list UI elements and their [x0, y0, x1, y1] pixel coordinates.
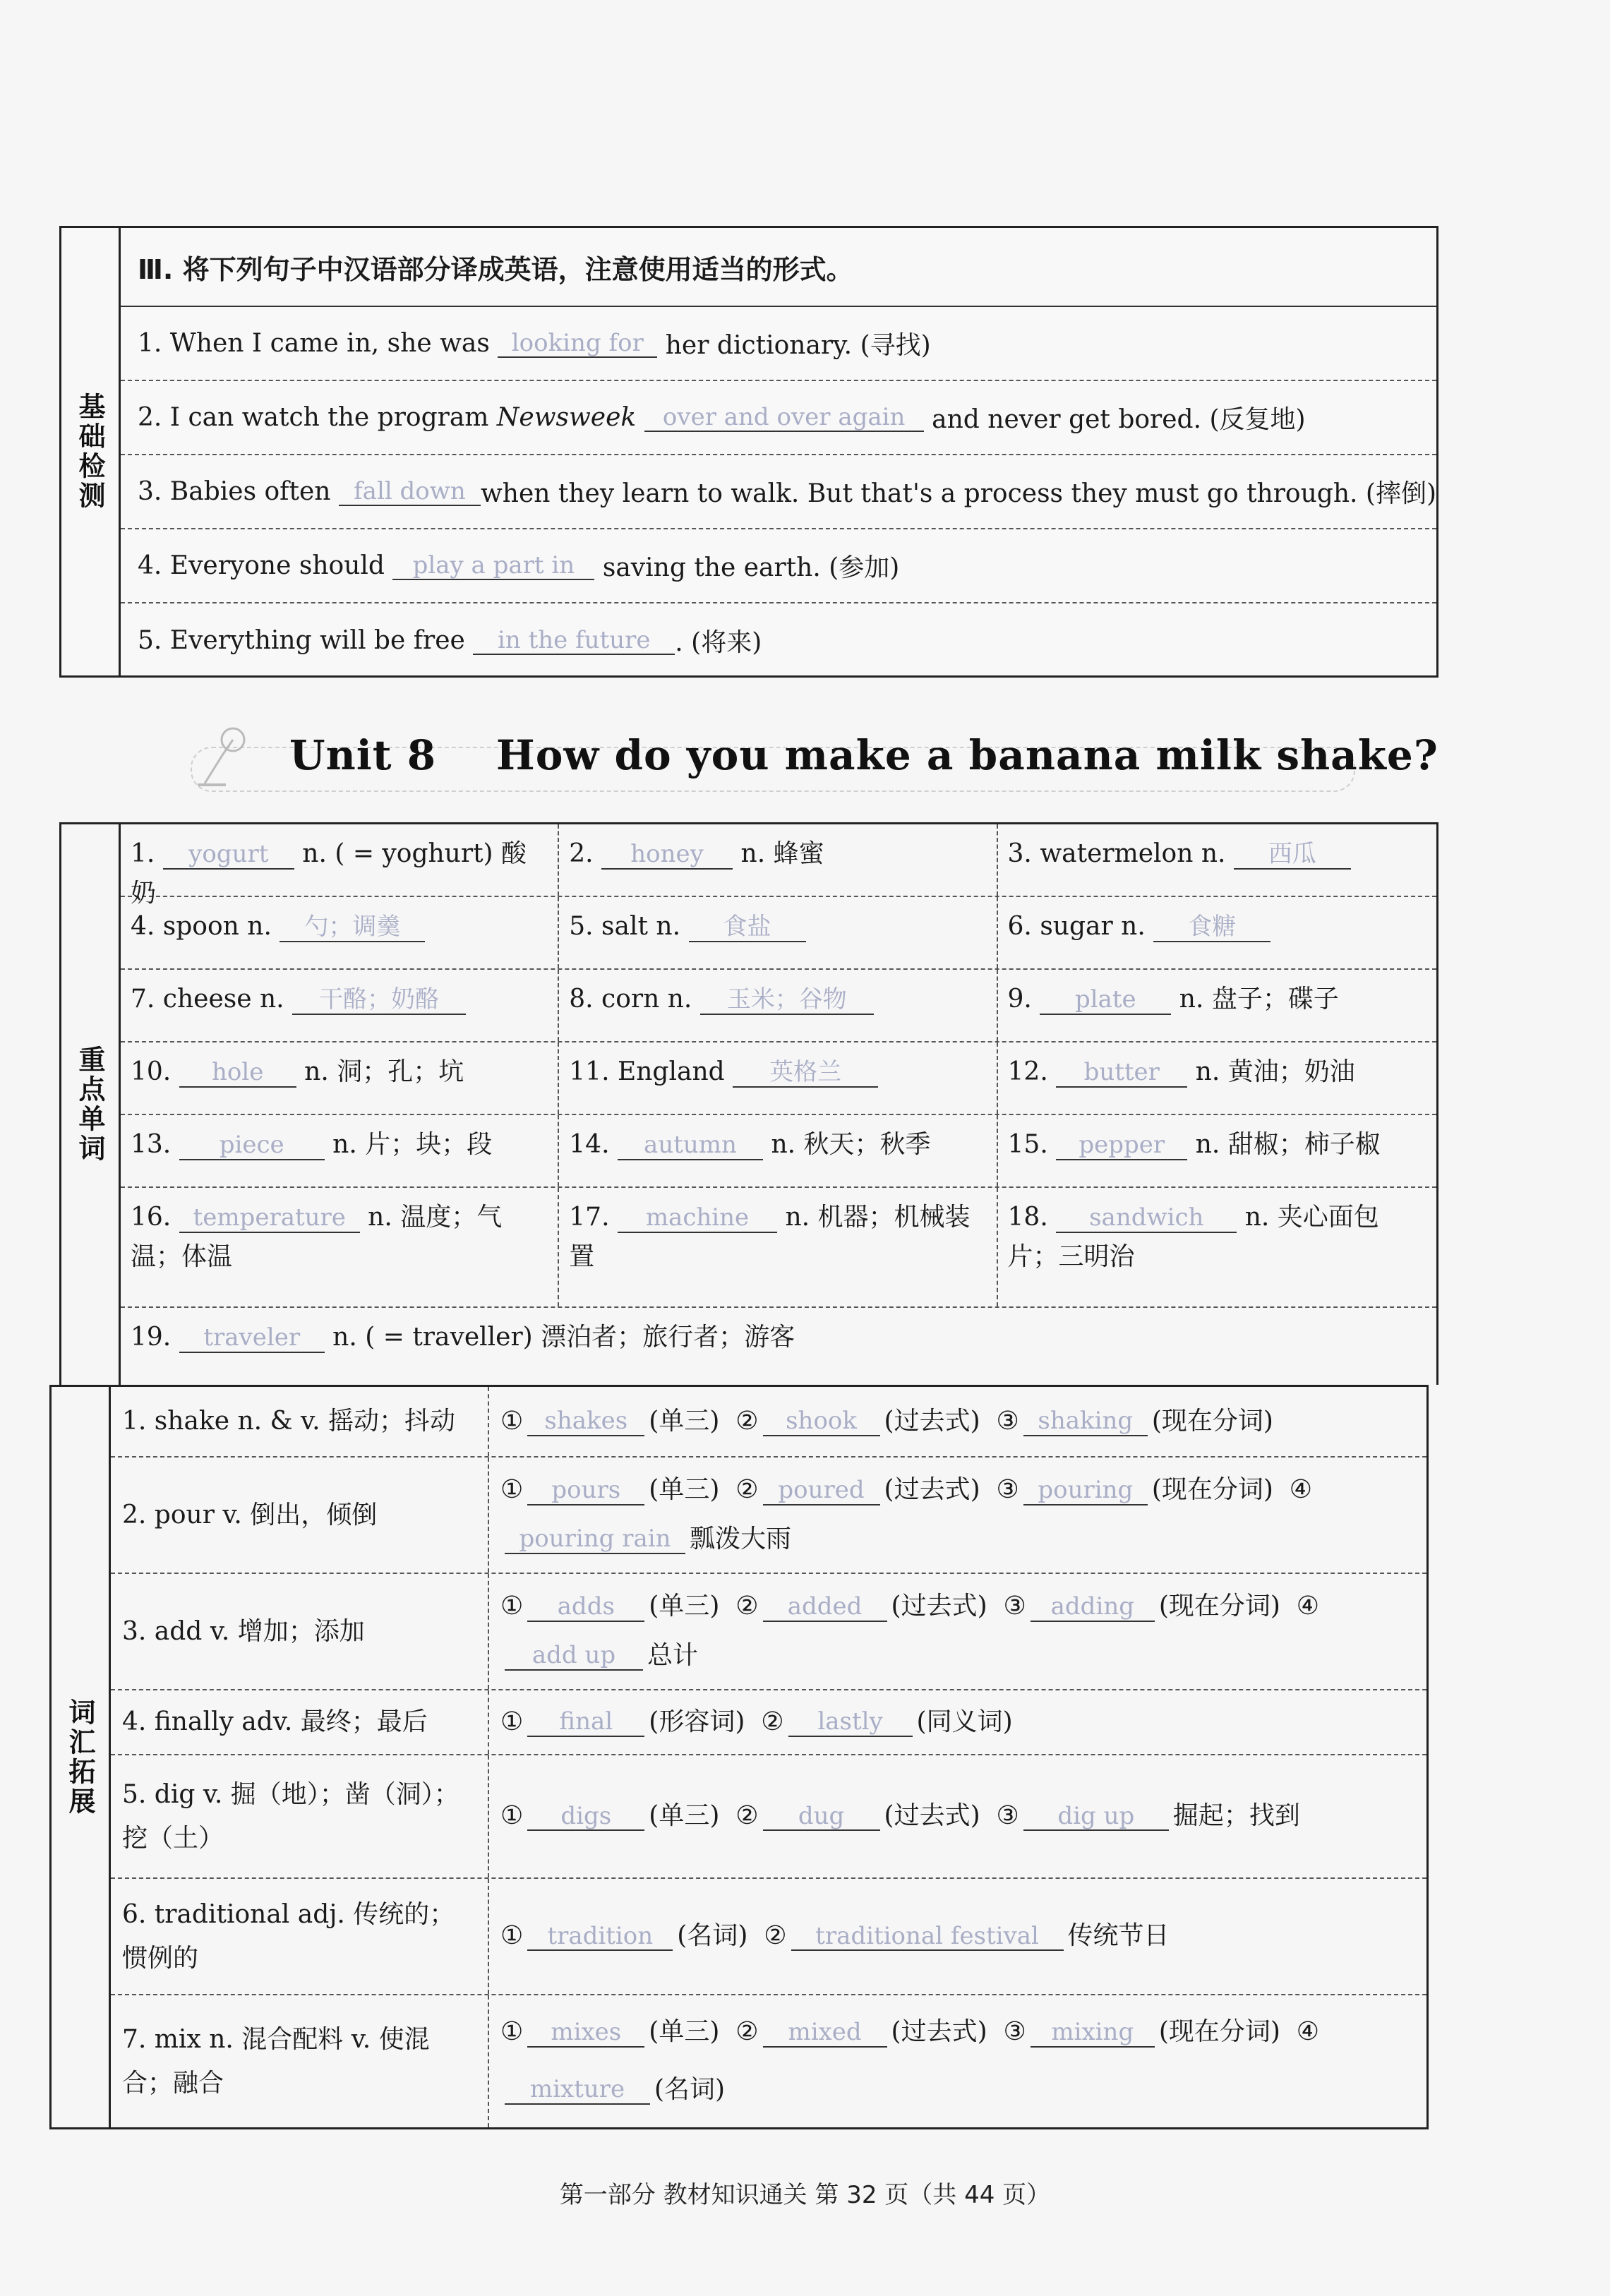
expansion-row: 6. traditional adj. 传统的；惯例的 ① tradition (名词) ② traditional festival 传统节日 — [111, 1879, 1426, 1995]
vocab-item: 12. butter n. 黄油；奶油 — [1007, 1057, 1355, 1086]
expansion-row: 3. add v. 增加；添加 ① adds (单三) ② added (过去式) ③ adding (现在分词) ④ add up 总计 — [111, 1574, 1426, 1690]
exercise-row: 2. I can watch the program Newsweek over and over again and never get bored. (反复地) — [121, 381, 1436, 455]
exercise-row: 1. When I came in, she was looking for her dictionary. (寻找) — [121, 307, 1436, 381]
answer-blank: in the future — [473, 626, 675, 656]
vocab-item: 9. plate n. 盘子；碟子 — [1007, 985, 1339, 1014]
exercise-row: 3. Babies often fall down when they learn to walk. But that's a process they must go through. (摔倒) — [121, 455, 1436, 529]
section-label: 词汇拓展 — [52, 1387, 111, 2127]
expansion-row: 1. shake n. & v. 摇动；抖动 ① shakes (单三) ② shook (过去式) ③ shaking (现在分词) — [111, 1387, 1426, 1457]
answer-blank: play a part in — [392, 551, 594, 581]
vocab-item: 10. hole n. 洞；孔；坑 — [121, 1042, 559, 1114]
answer-blank: looking for — [498, 329, 657, 359]
vocab-item: 14. autumn n. 秋天；秋季 — [559, 1115, 997, 1186]
vocab-item: 16. temperature n. 温度；气温；体温 — [121, 1188, 559, 1306]
vocab-item: 15. pepper n. 甜椒；柿子椒 — [1007, 1130, 1381, 1159]
translation-section — [59, 226, 1438, 678]
section-label: 基础检测 — [61, 228, 121, 675]
unit-title-banner — [162, 720, 1438, 791]
exercise-row: 4. Everyone should play a part in saving the earth. (参加) — [121, 529, 1436, 603]
expansion-row: 4. finally adv. 最终；最后 ① final (形容词) ② lastly (同义词) — [111, 1690, 1426, 1755]
section-header: Ⅲ. 将下列句子中汉语部分译成英语，注意使用适当的形式。 — [121, 228, 1436, 307]
vocab-item: 6. sugar n. 食糖 — [998, 897, 1436, 968]
vocab-item: 18. sandwich n. 夹心面包片；三明治 — [1007, 1203, 1379, 1271]
expansion-row: 5. dig v. 掘（地）；凿（洞）；挖（土） ① digs (单三) ② dug (过去式) ③ dig up 掘起；找到 — [111, 1755, 1426, 1879]
expansion-row: 2. pour v. 倒出，倾倒 ① pours (单三) ② poured (过去式) ③ pouring (现在分词) ④ pouring rain 瓢泼大雨 — [111, 1457, 1426, 1574]
vocab-item: 17. machine n. 机器；机械装置 — [559, 1188, 997, 1306]
vocab-item: 3. watermelon n. 西瓜 — [998, 824, 1436, 896]
vocab-item: 5. salt n. 食盐 — [559, 897, 997, 968]
vocabulary-expansion-section — [49, 1385, 1429, 2129]
vocab-item: 1. yogurt n. ( = yoghurt) 酸奶 — [121, 824, 559, 896]
lamp-mascot-icon — [191, 720, 254, 791]
vocab-item: 8. corn n. 玉米；谷物 — [559, 970, 997, 1041]
vocab-item: 11. England 英格兰 — [559, 1042, 997, 1114]
page-footer: 第一部分 教材知识通关 第 32 页（共 44 页） — [559, 2181, 1051, 2209]
unit-title: Unit 8 How do you make a banana milk shake? — [289, 731, 1438, 779]
vocab-item: 19. traveler n. ( = traveller) 漂泊者；旅行者；游客 — [131, 1323, 795, 1352]
section-label: 重点单词 — [61, 824, 121, 1385]
exercise-row: 5. Everything will be free in the future . (将来) — [138, 625, 762, 657]
expansion-row: 7. mix n. 混合配料 v. 使混合；融合 ① mixes (单三) ② mixed (过去式) ③ mixing (现在分词) ④ mixture (名词) — [111, 1995, 1426, 2127]
vocab-item: 2. honey n. 蜂蜜 — [559, 824, 997, 896]
vocab-item: 13. piece n. 片；块；段 — [121, 1115, 559, 1186]
key-vocabulary-section — [59, 822, 1438, 1385]
answer-blank: fall down — [339, 477, 481, 507]
vocab-item: 7. cheese n. 干酪；奶酪 — [121, 970, 559, 1041]
answer-blank: over and over again — [644, 403, 924, 433]
vocab-item: 4. spoon n. 勺；调羹 — [121, 897, 559, 968]
